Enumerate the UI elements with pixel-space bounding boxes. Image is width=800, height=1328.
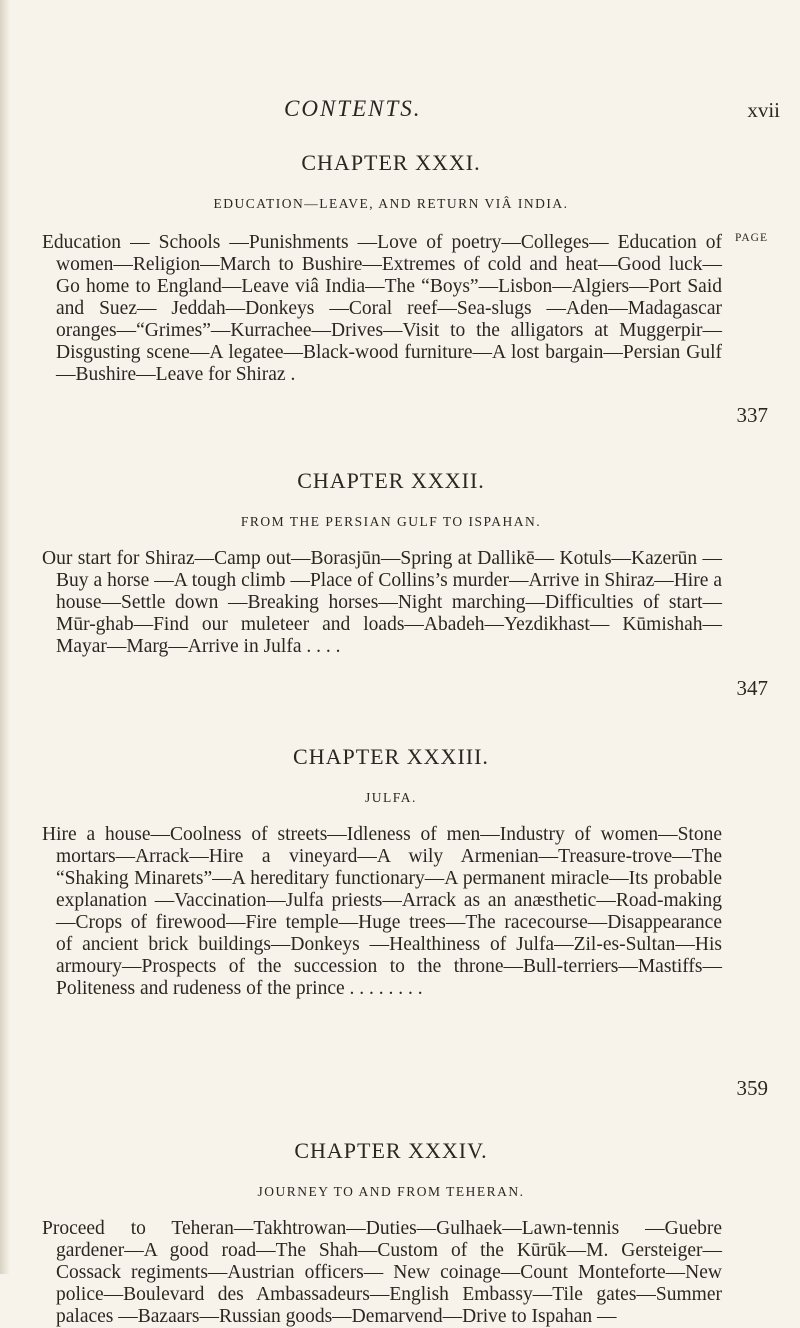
chapter-subtitle: JULFA. [365,790,417,805]
chapter-entry-xxxii [42,468,780,700]
chapter-summary: Proceed to Teheran—Takhtrowan—Duties—Gulhaek—Lawn-tennis —Guebre gardener—A good road—The Shah—Custom of the Kūrūk—M. Gersteiger—Cossack regiments—Austrian officers— New coinage—Count Monteforte—New police—Boulevard des Ambassadeurs—English Embassy—Tile gates—Summer palaces —Bazaars—Russian goods—Demarvend—Drive to Ispahan — [42,1218,722,1327]
chapter-title: CHAPTER XXXIV. [294,1138,488,1163]
chapter-subtitle: EDUCATION—LEAVE, AND RETURN VIÂ INDIA. [213,196,569,211]
chapter-page-number: 347 [736,676,768,700]
chapter-entry-xxxi [42,150,780,427]
chapter-title: CHAPTER XXXIII. [293,744,489,769]
chapter-summary: Our start for Shiraz—Camp out—Borasjūn—Spring at Dallikē— Kotuls—Kazerūn —Buy a horse —A tough climb —Place of Collins’s murder—Arrive in Shiraz—Hire a house—Settle down —Breaking horses—Night marching—Difficulties of start—Mūr-ghab—Find our muleteer and loads—Abadeh—Yezdikhast— Kūmishah—Mayar—Marg—Arrive in Julfa . . . . [42,548,722,657]
page-gutter [0,0,10,1274]
chapter-subtitle: JOURNEY TO AND FROM TEHERAN. [257,1184,525,1199]
chapter-title: CHAPTER XXXI. [301,150,481,175]
chapter-title: CHAPTER XXXII. [297,468,485,493]
chapter-subtitle: FROM THE PERSIAN GULF TO ISPAHAN. [240,514,542,529]
chapter-page-number: 359 [736,1076,768,1100]
chapter-entry-xxxiv [42,1138,780,1328]
chapter-summary: Education — Schools —Punishments —Love of poetry—Colleges— Education of women—Religion—March to Bushire—Extremes of cold and heat—Good luck—Go home to England—Leave viâ India—The “Boys”—Lisbon—Algiers—Port Said and Suez— Jeddah—Donkeys —Coral reef—Sea-slugs —Aden—Madagascar oranges—“Grimes”—Kurrachee—Drives—Visit to the alligators at Muggerpir—Disgusting scene—A legatee—Black-wood furniture—A lost bargain—Persian Gulf—Bushire—Leave for Shiraz . [42,232,722,385]
chapter-summary: Hire a house—Coolness of streets—Idleness of men—Industry of women—Stone mortars—Arrack—Hire a vineyard—A wily Armenian—Treasure-trove—The “Shaking Minarets”—A hereditary functionary—A permanent miracle—Its probable explanation —Vaccination—Julfa priests—Arrack as an anæsthetic—Road-making—Crops of firewood—Fire temple—Huge trees—The racecourse—Disappearance of ancient brick buildings—Donkeys —Healthiness of Julfa—Zil-es-Sultan—His armoury—Prospects of the succession to the throne—Bull-terriers—Mastiffs—Politeness and rudeness of the prince . . . . . . . . [42,824,722,999]
running-title: CONTENTS. [284,96,422,121]
chapter-page-number: 337 [736,403,768,427]
folio-page-number: xvii [747,98,780,122]
chapter-entry-xxxiii [42,744,780,1100]
page-column-label: PAGE [735,232,768,244]
running-head [0,96,800,126]
